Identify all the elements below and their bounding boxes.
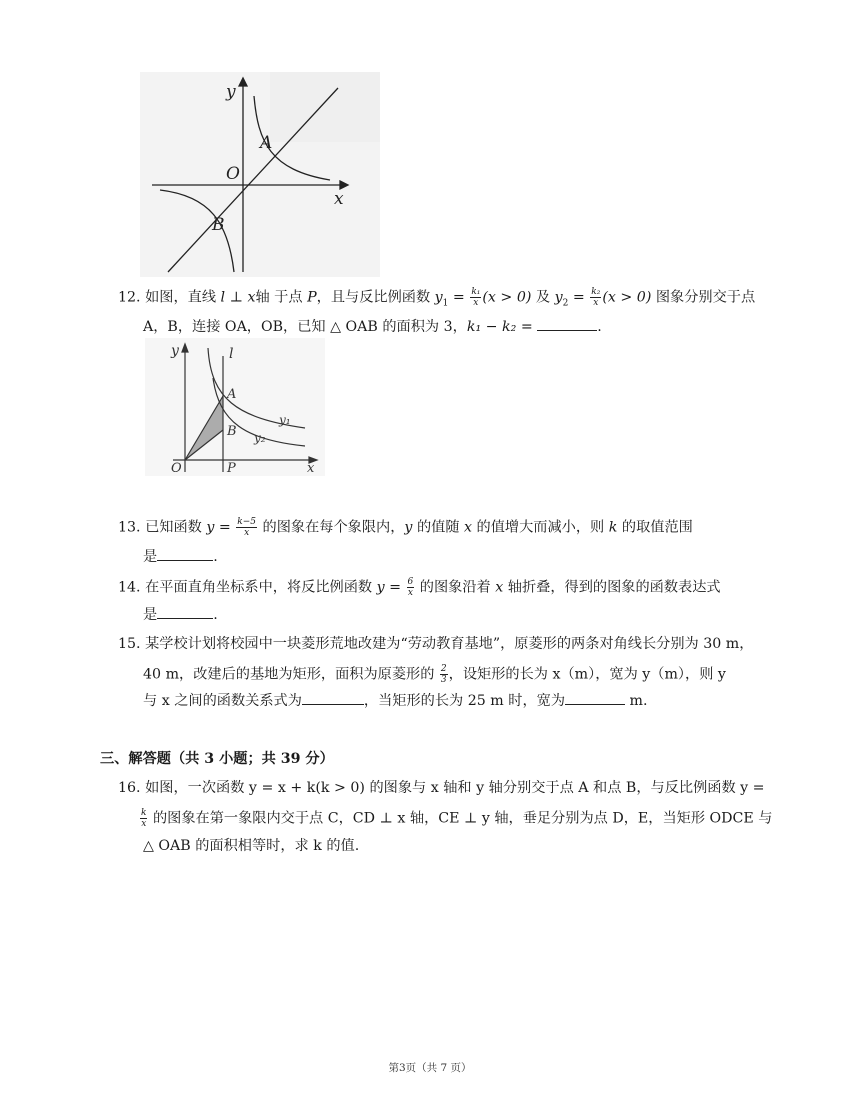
q16-line2 (139, 808, 772, 829)
page-footer: 第3页（共 7 页） (388, 1062, 472, 1074)
frac-den: 3 (440, 675, 447, 685)
q12-line1 (118, 287, 755, 312)
frac-den: x (244, 528, 250, 538)
q13-func: y = (206, 519, 236, 536)
fig2-label-o: O (171, 461, 182, 476)
q12-text: 如图，直线 (145, 289, 221, 306)
q16-text: 的图象在第一象限内交于点 C，CD ⊥ x 轴，CE ⊥ y 轴，垂足分别为点 D，E，当矩形 ODCE 与 (148, 810, 773, 827)
q12-line2 (143, 318, 602, 336)
figure-hyperbola-line (140, 72, 380, 277)
figure-two-hyperbolas (145, 338, 325, 476)
q13-answer-blank[interactable] (157, 548, 213, 561)
fig2-label-y1: y₁ (279, 413, 291, 427)
frac-num: k₁ (471, 287, 481, 297)
q13-text: 已知函数 (145, 519, 207, 536)
fig2-label-p: P (227, 461, 236, 476)
fig1-label-b: B (212, 215, 225, 235)
q14-fraction (407, 577, 415, 598)
fig1-label-origin: O (226, 164, 240, 184)
q15-text: 与 x 之间的函数关系式为 (143, 693, 302, 709)
q14-text: 是 (143, 607, 158, 623)
fig2-label-x: x (307, 461, 315, 476)
fig1-label-a: A (260, 133, 273, 153)
q12-y2-sub: 2 (562, 298, 569, 309)
frac-num: k₂ (591, 287, 601, 297)
q15-line3 (143, 692, 648, 710)
q16-text: 如图，一次函数 y = x + k(k > 0) 的图象与 x 轴和 y 轴分别交于点 A 和点 B，与反比例函数 y = (145, 780, 765, 796)
q16-text: △ OAB 的面积相等时，求 k 的值. (143, 838, 360, 854)
q16-number: 16. (118, 780, 141, 796)
q15-text: m. (625, 693, 648, 709)
q12-y2: y (554, 289, 563, 306)
q13-text: 的值随 (412, 519, 465, 536)
q14-func: y = (376, 579, 406, 596)
q12-text: 及 (531, 289, 555, 306)
frac-den: x (593, 298, 599, 308)
q13-text: 的取值范围 (617, 519, 693, 536)
q15-text: ，当矩形的长为 25 m 时，宽为 (363, 693, 566, 709)
q12-fraction-k2 (590, 287, 601, 308)
fig2-label-a: A (227, 387, 237, 402)
q14-text: 轴折叠，得到的图象的函数表达式 (503, 579, 721, 596)
q15-fraction (440, 664, 448, 685)
q12-cond: (x > 0) (482, 289, 532, 306)
q12-eq: = (568, 289, 590, 306)
q12-text: A，B，连接 OA，OB，已知 △ OAB 的面积为 3， (143, 319, 467, 335)
q12-text: . (597, 319, 602, 335)
q12-number: 12. (118, 289, 141, 306)
q15-answer-blank-1[interactable] (302, 692, 364, 705)
frac-num: k−5 (237, 517, 257, 527)
q12-eq: = (448, 289, 470, 306)
q12-text: ，且与反比例函数 (316, 289, 435, 306)
q14-text: 在平面直角坐标系中，将反比例函数 (145, 579, 377, 596)
q12-fraction-k1 (470, 287, 481, 308)
q15-text: ，设矩形的长为 x（m），宽为 y（m），则 y (448, 666, 726, 683)
frac-den: x (407, 588, 413, 598)
q12-cond: (x > 0) (602, 289, 652, 306)
q12-expr: k₁ − k₂ = (466, 319, 538, 335)
q14-number: 14. (118, 579, 141, 596)
q13-text: 的图象在每个象限内， (258, 519, 405, 536)
q16-fraction (140, 808, 147, 829)
q15-answer-blank-2[interactable] (565, 692, 625, 705)
q13-line2 (143, 548, 218, 566)
q13-y: y (404, 519, 413, 536)
q12-y1: y (434, 289, 443, 306)
q12-point-p: P (307, 289, 317, 306)
fig1-label-y: y (226, 82, 236, 102)
frac-den: x (141, 819, 147, 829)
frac-den: x (473, 298, 479, 308)
q13-text: 是 (143, 549, 158, 565)
frac-num: 2 (440, 664, 447, 674)
frac-num: 6 (407, 577, 414, 587)
q12-text: 图象分别交于点 (651, 289, 756, 306)
q14-line1 (118, 577, 721, 598)
q13-text: . (213, 549, 218, 565)
q16-line1 (118, 779, 765, 797)
fig2-label-y: y (171, 343, 179, 359)
fig2-label-b: B (227, 424, 237, 439)
q12-text: 轴 于点 (255, 289, 308, 306)
q12-answer-blank[interactable] (537, 318, 597, 331)
q15-number: 15. (118, 636, 141, 652)
section-heading: 三、解答题（共 3 小题；共 39 分） (100, 751, 334, 767)
fig1-label-x: x (334, 189, 344, 209)
frac-num: k (141, 808, 147, 818)
q13-line1 (118, 517, 693, 538)
fig2-label-y2: y₂ (254, 431, 266, 445)
q14-x: x (495, 579, 504, 596)
q12-perp: ⊥ (225, 289, 248, 306)
q16-line3 (143, 837, 359, 855)
q13-text: 的值增大而减小，则 (472, 519, 609, 536)
q14-text: 的图象沿着 (415, 579, 496, 596)
fig2-label-l: l (229, 346, 234, 362)
q14-answer-blank[interactable] (157, 606, 213, 619)
q15-text: 40 m，改建后的基地为矩形，面积为原菱形的 (143, 666, 439, 683)
q14-line2 (143, 606, 218, 624)
q13-fraction (236, 517, 257, 538)
q13-number: 13. (118, 519, 141, 536)
q13-x: x (464, 519, 473, 536)
q12-line-l: l (220, 289, 226, 306)
q15-line2 (143, 664, 726, 685)
q12-y1-sub: 1 (442, 298, 449, 309)
q13-k: k (608, 519, 618, 536)
q15-text: 某学校计划将校园中一块菱形荒地改建为“劳动教育基地”，原菱形的两条对角线长分别为 30 m， (145, 636, 754, 652)
q14-text: . (213, 607, 218, 623)
q15-line1 (118, 635, 753, 653)
q12-x: x (247, 289, 256, 306)
